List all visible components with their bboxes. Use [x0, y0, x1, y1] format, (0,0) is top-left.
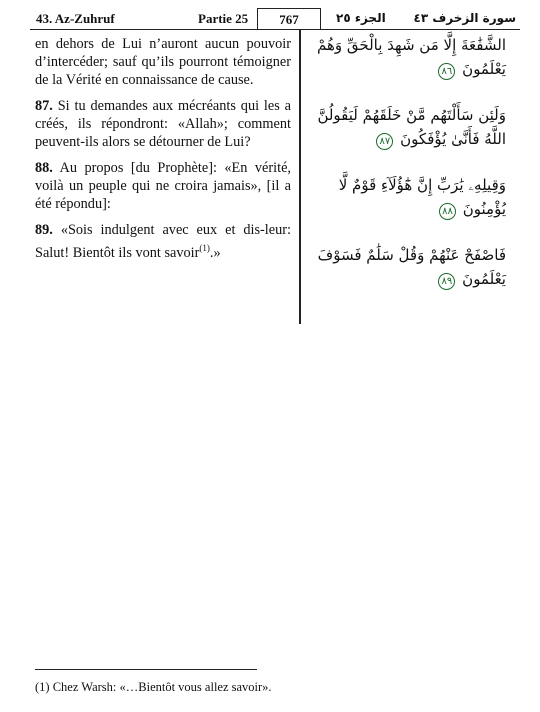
ayah-number-mark: ٨٧: [376, 133, 393, 150]
page-header: [30, 9, 520, 30]
verse-text: «Sois indulgent avec eux et dis-leur: Salut! Bientôt ils vont savoir: [35, 222, 292, 261]
ayah-86: [308, 33, 506, 81]
juz-label-ar: الجزء ٢٥: [336, 11, 386, 25]
footnote-rule: [35, 669, 257, 670]
ayah-89: [308, 243, 506, 291]
verse-end: .»: [209, 244, 221, 261]
ayah-text: وَلَئِن سَأَلْتَهُم مَّنْ خَلَقَهُمْ لَيَقُولُنَّ اللَّهُ فَأَنَّىٰ يُؤْفَكُونَ: [317, 106, 506, 148]
verse-86-continuation: en dehors de Lui n’auront aucun pouvoir d’intercéder; sauf qu’ils pourront témoigner de la Vérité en connaissance de cause.: [35, 36, 291, 88]
verse-88: [35, 159, 291, 213]
ayah-87: [308, 103, 506, 151]
ayah-text: فَاصْفَحْ عَنْهُمْ وَقُلْ سَلَٰمٌ فَسَوْفَ يَعْلَمُونَ: [317, 246, 506, 288]
ayah-number-mark: ٨٩: [438, 273, 455, 290]
surah-title-fr: 43. Az-Zuhruf: [36, 11, 115, 26]
french-translation: [35, 35, 291, 270]
ayah-text: وَقِيلِهِۦ يَٰرَبِّ إِنَّ هَٰٓؤُلَآءِ قَوْمٌ لَّا يُؤْمِنُونَ: [338, 176, 506, 218]
ayah-text: الشَّفَٰعَةَ إِلَّا مَن شَهِدَ بِالْحَقِّ وَهُمْ يَعْلَمُونَ: [316, 36, 506, 78]
surah-title-ar: سورة الزخرف ٤٣: [413, 11, 516, 25]
ayah-88: [308, 173, 506, 221]
footnote-ref: (1): [199, 243, 210, 253]
page-number: 767: [257, 8, 321, 29]
ayah-number-mark: ٨٨: [439, 203, 456, 220]
arabic-text: [308, 33, 506, 313]
verse-87: [35, 97, 291, 151]
column-divider: [299, 30, 301, 324]
ayah-number-mark: ٨٦: [438, 63, 455, 80]
verse-number: 89.: [35, 222, 53, 238]
verse-text: Si tu demandes aux mécréants qui les a créés, ils répondront: «Allah»; comment peuvent-ils alors se détourner de Lui?: [35, 98, 291, 150]
verse-number: 87.: [35, 98, 53, 114]
verse-89: [35, 221, 291, 262]
verse-number: 88.: [35, 160, 53, 176]
verse-text: Au propos [du Prophète]: «En vérité, voilà un peuple qui ne croira jamais», [il a été répondu]:: [35, 160, 291, 212]
partie-label: Partie 25: [198, 11, 249, 26]
footnote: (1) Chez Warsh: «…Bientôt vous allez savoir».: [35, 680, 272, 694]
